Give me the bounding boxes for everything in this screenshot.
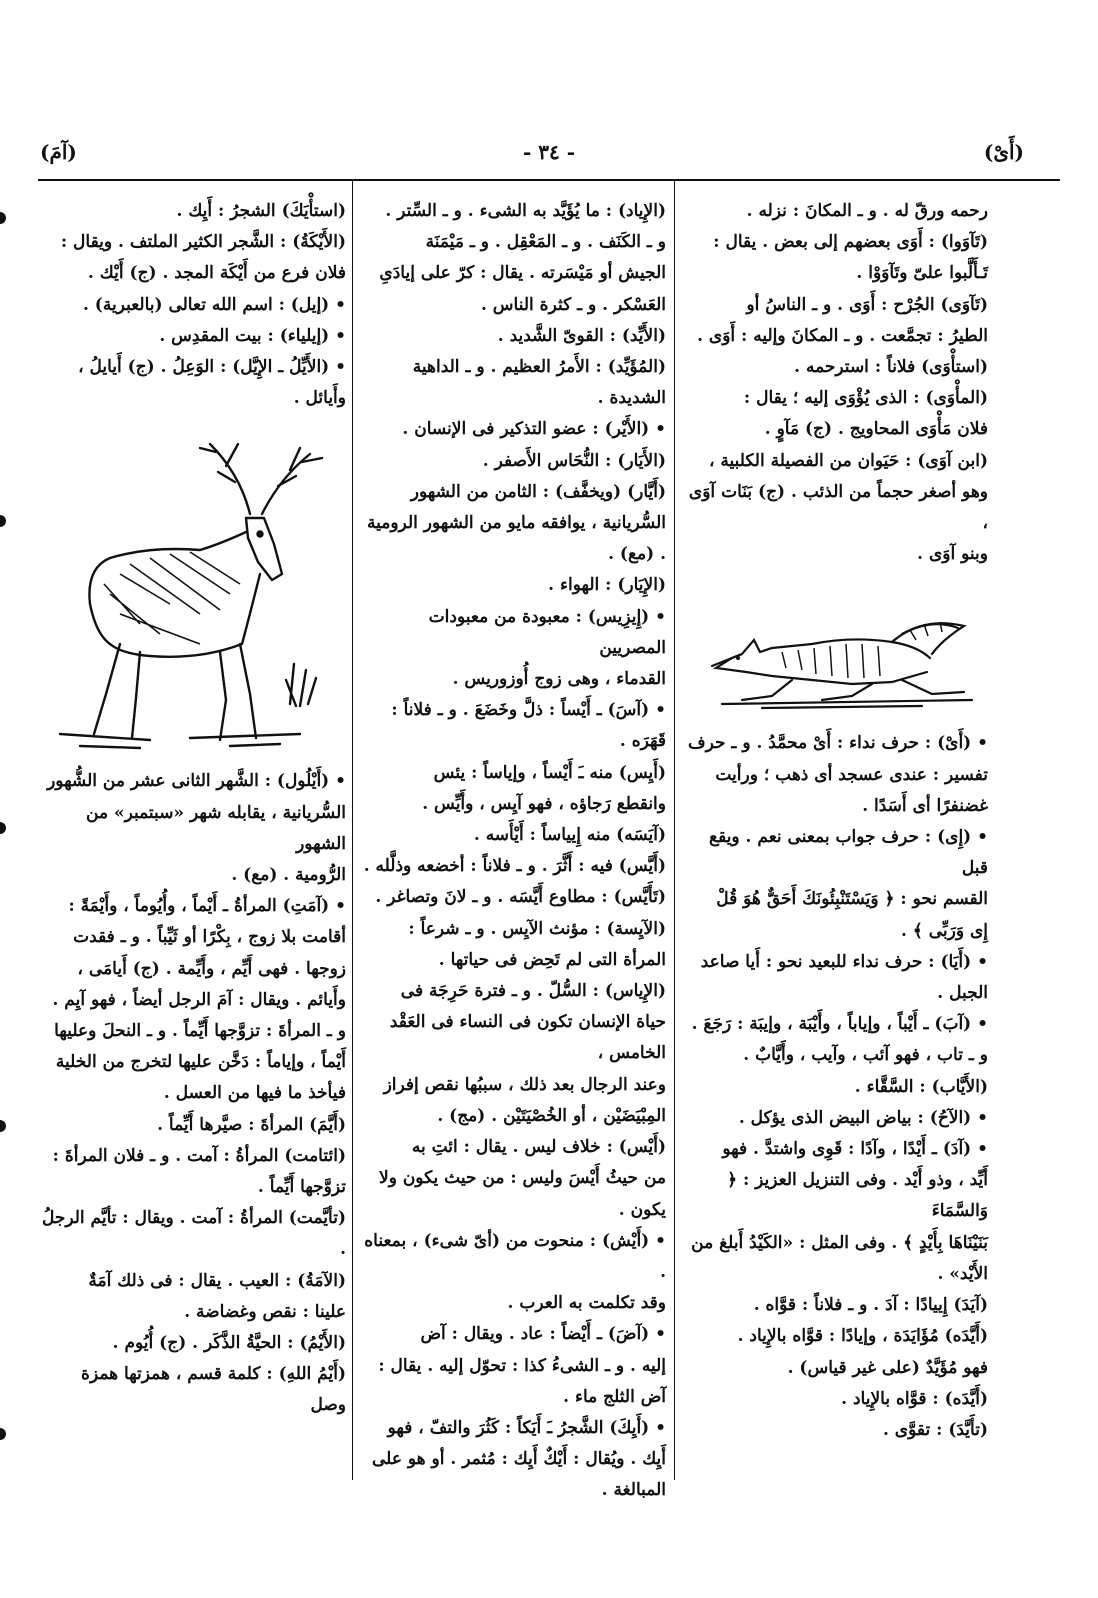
text-line: فلان فرع من أَيْكَة المجد . (ج) أَيْك . [87, 263, 346, 284]
column-divider-left [352, 181, 353, 1480]
header-rule [38, 179, 1060, 181]
text-line: (تَآوَوا) : أَوَى بعضهم إلى بعض . يقال : [713, 232, 988, 253]
text-line: الرُّومية . (مع) . [231, 865, 346, 886]
text-line: الطيرُ : تجمَّعت . و ـ المكانَ وإليه : أَوَى . [697, 325, 988, 346]
text-line: • (أَيَا) : حرف نداء للبعيد نحو : أَيا صاعد [700, 951, 988, 972]
text-line: السُّريانية ، يقابله شهر «سبتمبر» من الشهور [86, 802, 346, 854]
text-line: • (أَيِكَ) الشَّجرُ ـَ أَيَكاً : كَثُرَ والتفّ ، فهو [387, 1417, 666, 1438]
text-line: (استأْيَكَ) الشجرُ : أَيِك . [176, 201, 346, 221]
text-line: (الأَيْمُ) : الحيَّةُ الذَّكَر . (ج) أُيُوم . [112, 1333, 346, 1354]
binding-mark [0, 515, 6, 527]
column-right [682, 196, 988, 1446]
text-line: وأَيائم . ويقال : آمَ الرجل أيضاً ، فهو آيِم . [52, 989, 346, 1010]
text-line: • (آدَ) ـ أَيْدًا ، وآدًا : قَوِى واشتدَّ . فهو [722, 1139, 988, 1160]
column-left-before-figure [40, 196, 346, 414]
page-number: - ٣٤ - [522, 140, 575, 164]
text-line: (ائتامت) المرأةُ : آمت . و ـ فلان المرأةَ : [52, 1145, 346, 1166]
column-divider-right [674, 181, 675, 1480]
text-line: • (الأَيْر) : عضو التذكير فى الإنسان . [402, 419, 666, 440]
text-line: غضنفرًا أى أَسَدًا . [862, 795, 988, 816]
column-left [40, 196, 346, 1422]
text-line: • (آبَ) ـ أَيْباً ، وإياباً ، وأَيْبَة ، وإيبَة : رَجَعَ . [691, 1014, 988, 1035]
text-line: أَيِّد ، وذو أَيْد . وفى التنزيل العزيز : ﴿ وَالسَّمَاءَ [727, 1170, 988, 1222]
fox-illustration [682, 576, 988, 726]
text-line: • (آمَتِ) المرأةُ ـ أَيْماً ، وأُيُوماً ، وأَيْمَةً : [68, 896, 346, 917]
text-line: أَيِك . ويُقال : أَيْكٌ أَيِك : مُثمر . أو هو على [372, 1449, 666, 1470]
text-line: وبنو آوَى . [917, 544, 988, 565]
text-line: الجبل . [937, 983, 988, 1004]
text-line: تَـأَلَّبوا علىّ وتَآوَوْا . [856, 263, 988, 284]
text-line: وانقطع رَجاؤه ، فهو آيِس ، وأَيِّس . [422, 793, 666, 814]
text-line: (أَيَّدَه) مُؤَايَدَة ، وإيادًا : قوَّاه بالإِياد . [737, 1326, 988, 1347]
text-line: (تأيَّمت) المرأةُ : آمت . ويقال : تأيَّم الرجلُ . [41, 1208, 346, 1260]
text-line: (أَيَّمَ) المرأةَ : صيَّرها أَيِّماً . [157, 1114, 346, 1135]
text-line: • (أَىْ) : حرف نداء : أَىْ محمَّدُ . و ـ حرف [688, 733, 988, 754]
text-line: العَسْكر . و ـ كثرة الناس . [480, 294, 666, 315]
text-line: علينا : نقص وغضاضة . [184, 1301, 346, 1322]
text-line: القسم نحو : ﴿ وَيَسْتَنْبِئُونَكَ أَحَقٌّ هُوَ قُلْ [716, 889, 988, 910]
text-line: (الأَيِّد) : القوىّ الشَّديد . [497, 325, 666, 346]
text-line: (آيَدَ) إِييادًا : آدَ . و ـ فلاناً : قوَّاه . [753, 1295, 988, 1316]
text-line: • (الأَيِّلُ ـ الإِيَّل) : الوَعِلُ . (ج) أَيايلُ ، [78, 357, 346, 378]
column-left-after-figure [40, 766, 346, 1421]
text-line: القدماء ، وهى زوج أُوزوريس . [452, 669, 666, 690]
text-line: وعند الرجال بعد ذلك ، سببُها نقص إفراز [383, 1074, 666, 1095]
text-line: (أَيَّار) (ويخفَّف) : الثامن من الشهور [410, 481, 666, 502]
text-line: • (إِى) : حرف جواب بمعنى نعم . ويقع قبل [709, 827, 988, 879]
header-left-title: (آمَ) [40, 140, 77, 164]
fox-icon [702, 596, 982, 716]
text-line: (تأَيَّدَ) : تقوَّى . [882, 1419, 988, 1440]
deer-icon [50, 434, 340, 754]
text-line: و ـ تاب ، فهو آئب ، وآيب ، وأَيَّابٌ . [743, 1045, 988, 1066]
text-line: • (الآحُ) : بياض البيض الذى يؤكل . [738, 1107, 988, 1128]
text-line: (أَيْمُ اللهِ) : كلمة قسم ، همزتها همزة وصل [81, 1364, 346, 1416]
text-line: • (إيل) : اسم الله تعالى (بالعبرية) . [82, 294, 346, 315]
text-line: (تَأَيَّس) : مطاوع أَيَّسَه . و ـ لانَ وتصاغر . [375, 887, 666, 908]
text-line: (الإِياد) : ما يُؤَيَّد به الشىء . و ـ السِّتر . [385, 201, 666, 221]
text-line: رحمه ورقّ له . و ـ المكانَ : نزله . [746, 201, 988, 221]
deer-illustration [40, 428, 346, 766]
binding-mark [0, 822, 6, 834]
text-line: (استأْوَى) فلاناً : استرحمه . [794, 357, 988, 378]
text-line: المبالغة . [601, 1480, 666, 1501]
text-line: و ـ الكَنَف . و ـ المَعْقِل . و ـ مَيْمَنَة [425, 232, 666, 253]
text-line: الجيش أو مَيْسَرته . يقال : كرّ على إيادَىِ [379, 263, 666, 284]
text-line: (الأَيَّاب) : السَّقَّاء . [854, 1076, 988, 1097]
text-line: • (آضَ) ـ أَيْضاً : عاد . ويقال : آض [420, 1324, 666, 1345]
text-line: (الإِيَار) : الهواء . [548, 575, 666, 596]
text-line: (آيَسَه) منه إِيياساً : أَيْأَسه . [473, 825, 666, 846]
binding-mark [0, 1428, 6, 1440]
text-line: و ـ المرأةَ : تزوَّجها أَيِّماً . و ـ النحلَ وعليها [54, 1021, 346, 1042]
text-line: وقد تكلمت به العرب . [507, 1293, 666, 1314]
text-line: (أَيْس) : خلاف ليس . يقال : ائتِ به [411, 1137, 666, 1158]
text-line: • (آسَ) ـ أَيْساً : ذلَّ وخَضَعَ . و ـ فلاناً : قَهَرَه . [391, 700, 666, 752]
column-right-after-figure [682, 728, 988, 1446]
text-line: بَنَيْنَاهَا بِأَيْدٍ ﴾ . وفى المثل : «الكَيْدُ أَبلغ من الأَيْد» . [691, 1232, 988, 1284]
text-line: زوجها . فهى أَيِّم ، وأَيِّمة . (ج) أَيامَى ، [77, 958, 346, 979]
text-line: تفسير : عندى عسجد أى ذهب ؛ ورأيت [715, 764, 988, 785]
text-line: (أَيِس) منه ـَ أَيْساً ، وإياساً : يئس [433, 762, 666, 783]
text-line: أَيْماً ، وإياماً : دَخَّن عليها لتخرج من الخلية [55, 1052, 346, 1073]
text-line: (أَيَّدَه) : قوَّاه بالإِياد . [841, 1388, 988, 1409]
text-line: (الأَيْكَةُ) : الشَّجر الكثير الملتف . ويقال : [60, 232, 346, 253]
text-line: • (أَيْش) : منحوت من (أىّ شىء) ، بمعناه . [364, 1230, 666, 1282]
text-line: (ابن آوَى) : حَيَوان من الفصيلة الكلبية ، [709, 450, 988, 471]
text-line: • (أَيْلُول) : الشَّهر الثانى عشر من الشُّهور [47, 771, 346, 792]
text-line: من حيثُ أَيْسَ وليس : من حيث يكون ولا يكون . [379, 1168, 666, 1220]
header-right-title: (أَىْ) [983, 140, 1024, 164]
text-line: • (إيلياء) : بيت المقدِس . [159, 325, 346, 346]
text-line: (أَيَّس) فيه : أَثَّرَ . و ـ فلاناً : أخضعه وذلَّله . [363, 856, 666, 877]
text-line: آض الثلج ماء . [563, 1386, 666, 1407]
text-line: وأَيائل . [293, 388, 346, 409]
text-line: (الأَيَار) : النُّحَاس الأَصفر . [482, 450, 666, 471]
text-line: المرأة التى لم تَحِض فى حياتها . [438, 949, 666, 970]
text-line: (الآمَةُ) : العيب . يقال : فى ذلك آمَةٌ [88, 1270, 346, 1291]
column-center-text [360, 196, 666, 1507]
binding-mark [0, 1120, 6, 1132]
text-line: (الآيِسة) : مؤنث الآيِس . و ـ شرعاً : [408, 918, 666, 939]
binding-mark [0, 212, 6, 224]
column-center [360, 196, 666, 1507]
text-line: (المُؤَيِّد) : الأَمرُ العظيم . و ـ الداهية الشديدة . [412, 357, 666, 409]
text-line: السُّريانية ، يوافقه مايو من الشهور الرومية . (مع) . [367, 513, 666, 565]
text-line: فيأخذ ما فيها من العسل . [163, 1083, 346, 1104]
text-line: (الإِياس) : السُّلّ . و ـ فترة حَرِجَة فى [400, 981, 666, 1002]
text-line: وهو أصغر حجماً من الذئب . (ج) بَنَات آوَى ، [688, 481, 988, 534]
text-line: (المأْوَى) : الذى يُؤْوَى إليه ؛ يقال : [743, 388, 988, 409]
text-line: فهو مُؤَيَّدٌ (على غير قياس) . [787, 1357, 988, 1378]
text-line: المِبْيَضَيْن ، أو الخُصْيَتَيْن . (مج) . [437, 1105, 666, 1126]
text-line: (تَآوَى) الجُرْح : أَوَى . و ـ الناسُ أو [746, 294, 988, 315]
text-line: تزوَّجها أَيِّماً . [257, 1177, 346, 1198]
text-line: إليه . و ـ الشىءُ كذا : تحوّل إليه . يقال : [378, 1355, 666, 1376]
text-line: • (إِيزِيس) : معبودة من معبودات المصريين [428, 606, 666, 658]
text-line: فلان مَأْوَى المحاويج . (ج) مَآوٍ . [764, 419, 988, 440]
text-line: إِى وَرَبِّى ﴾ . [901, 920, 988, 941]
column-right-before-figure [682, 196, 988, 570]
text-line: أقامت بلا زوج ، بِكْرًا أو ثَيِّباً . و ـ فقدت [73, 927, 346, 948]
text-line: حياة الإنسان تكون فى النساء فى العَقْد الخامس ، [389, 1012, 666, 1064]
